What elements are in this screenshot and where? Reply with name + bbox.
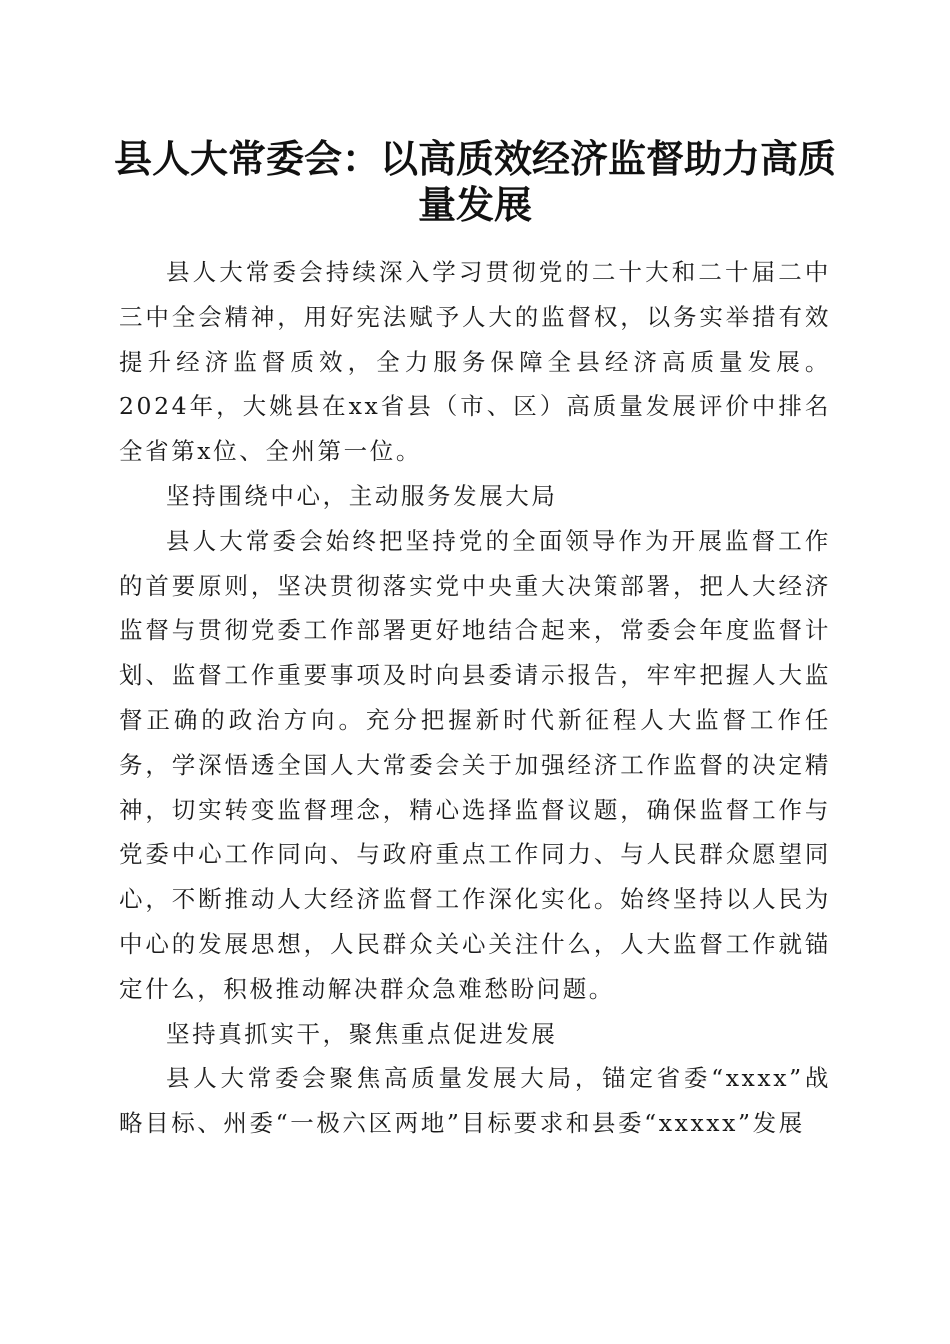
document-body xyxy=(119,250,831,1146)
section-paragraph-serve-development: 县人大常委会始终把坚持党的全面领导作为开展监督工作的首要原则，坚决贯彻落实党中央重大决策部署，把人大经济监督与贯彻党委工作部署更好地结合起来，常委会年度监督计划、监督工作重要事项及时向县委请示报告，牢牢把握人大监督正确的政治方向。充分把握新时代新征程人大监督工作任务，学深悟透全国人大常委会关于加强经济工作监督的决定精神，切实转变监督理念，精心选择监督议题，确保监督工作与党委中心工作同向、与政府重点工作同力、与人民群众愿望同心，不断推动人大经济监督工作深化实化。始终坚持以人民为中心的发展思想，人民群众关心关注什么，人大监督工作就锚定什么，积极推动解决群众急难愁盼问题。 xyxy=(119,526,831,1003)
document-title: 县人大常委会：以高质效经济监督助力高质量发展 xyxy=(113,136,836,227)
section-paragraph-focus-priorities: 县人大常委会聚焦高质量发展大局，锚定省委“xxxx”战略目标、州委“一极六区两地”目标要求和县委“xxxxx”发展 xyxy=(119,1064,831,1138)
intro-paragraph: 县人大常委会持续深入学习贯彻党的二十大和二十届二中三中全会精神，用好宪法赋予人大的监督权，以务实举措有效提升经济监督质效，全力服务保障全县经济高质量发展。2024年，大姚县在xx省县（市、区）高质量发展评价中排名全省第x位、全州第一位。 xyxy=(119,258,831,466)
section-heading-serve-development: 坚持围绕中心，主动服务发展大局 xyxy=(166,481,558,510)
section-heading-focus-priorities: 坚持真抓实干，聚焦重点促进发展 xyxy=(166,1019,558,1048)
